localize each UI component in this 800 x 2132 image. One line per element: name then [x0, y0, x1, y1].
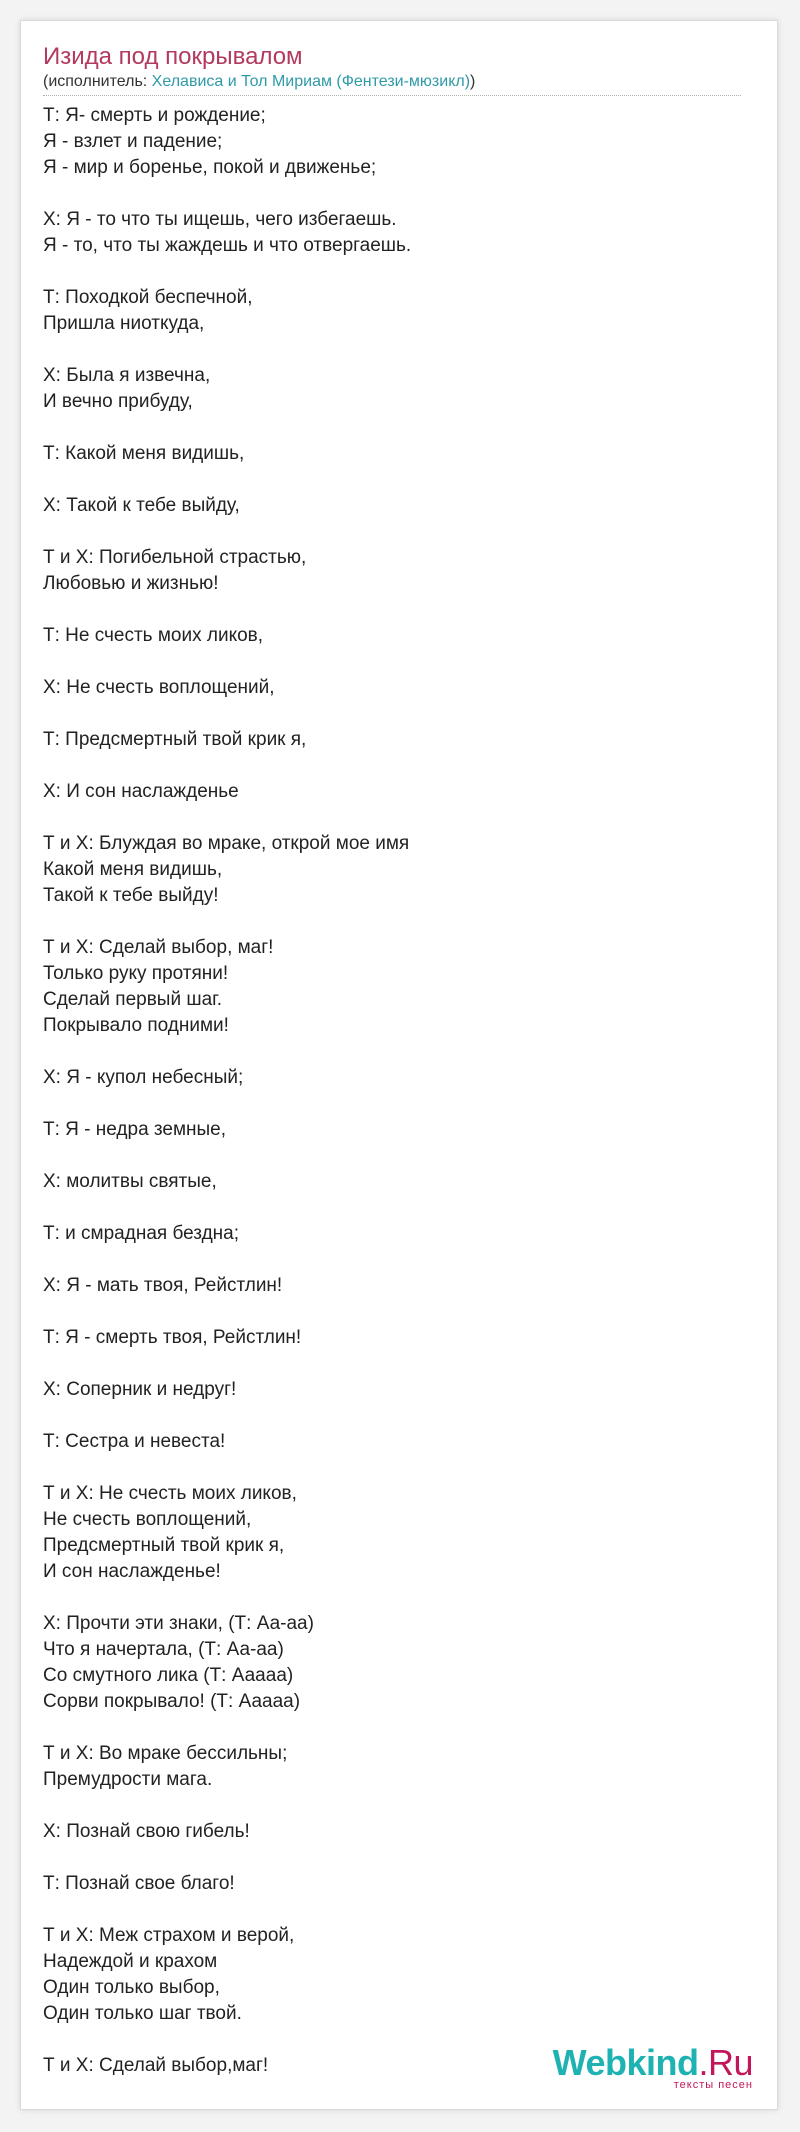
lyrics-line: Любовью и жизнью!: [43, 573, 219, 594]
lyrics-stanza: [43, 207, 743, 259]
lyrics-line: Х: Прочти эти знаки, (Т: Аа-аа): [43, 1613, 314, 1634]
logo-tld: .Ru: [698, 2042, 753, 2083]
lyrics-line: Т: Я - смерть твоя, Рейстлин!: [43, 1327, 302, 1348]
lyrics-line: Т: Я - недра земные,: [43, 1119, 227, 1140]
lyrics-stanza: [43, 675, 743, 701]
artist-link[interactable]: Хелависа и Тол Мириам (Фентези-мюзикл): [151, 73, 471, 90]
lyrics-stanza: [43, 1325, 743, 1351]
lyrics-stanza: [43, 545, 743, 597]
lyrics-line: Т и Х: Меж страхом и верой,: [43, 1925, 295, 1946]
lyrics-stanza: [43, 1273, 743, 1299]
lyrics-stanza: [43, 1611, 743, 1715]
lyrics-stanza: [43, 1377, 743, 1403]
lyrics-line: Какой меня видишь,: [43, 859, 223, 880]
lyrics-line: Х: Соперник и недруг!: [43, 1379, 237, 1400]
lyrics-line: Покрывало подними!: [43, 1015, 229, 1036]
lyrics-line: Я - мир и боренье, покой и движенье;: [43, 157, 377, 178]
lyrics-line: Т: и смрадная бездна;: [43, 1223, 240, 1244]
lyrics-line: Т и Х: Блуждая во мраке, открой мое имя: [43, 833, 410, 854]
lyrics-line: Т: Не счесть моих ликов,: [43, 625, 264, 646]
lyrics-line: Премудрости мага.: [43, 1769, 213, 1790]
lyrics-line: Х: И сон наслажденье: [43, 781, 239, 802]
lyrics-line: Пришла ниоткуда,: [43, 313, 205, 334]
lyrics-line: Т: Сестра и невеста!: [43, 1431, 226, 1452]
lyrics-line: Т и Х: Не счесть моих ликов,: [43, 1483, 297, 1504]
lyrics-stanza: [43, 103, 743, 181]
lyrics-stanza: [43, 1741, 743, 1793]
lyrics-stanza: [43, 1065, 743, 1091]
lyrics-line: Т и Х: Погибельной страстью,: [43, 547, 307, 568]
lyrics-line: Такой к тебе выйду!: [43, 885, 219, 906]
lyrics-stanza: [43, 1923, 743, 2027]
lyrics-stanza: [43, 1429, 743, 1455]
lyrics-line: Один только выбор,: [43, 1977, 220, 1998]
logo-main-text: Webkind: [552, 2042, 699, 2083]
lyrics-stanza: [43, 1117, 743, 1143]
lyrics-line: Т: Познай свое благо!: [43, 1873, 235, 1894]
lyrics-line: Т и Х: Сделай выбор, маг!: [43, 937, 274, 958]
lyrics-line: Сделай первый шаг.: [43, 989, 223, 1010]
lyrics-line: Со смутного лика (Т: Ааааа): [43, 1665, 294, 1686]
lyrics-line: Надеждой и крахом: [43, 1951, 218, 1972]
artist-suffix: ): [470, 73, 476, 90]
lyrics-line: Не счесть воплощений,: [43, 1509, 252, 1530]
lyrics-stanza: [43, 1221, 743, 1247]
lyrics-stanza: [43, 1481, 743, 1585]
lyrics-stanza: [43, 623, 743, 649]
lyrics-stanza: [43, 363, 743, 415]
lyrics-line: Я - взлет и падение;: [43, 131, 223, 152]
artist-line: [43, 73, 475, 91]
lyrics-body: [43, 103, 743, 2105]
lyrics-line: Сорви покрывало! (Т: Ааааа): [43, 1691, 301, 1712]
lyrics-line: Один только шаг твой.: [43, 2003, 242, 2024]
lyrics-line: Предсмертный твой крик я,: [43, 1535, 285, 1556]
lyrics-stanza: [43, 831, 743, 909]
page-title: Изида под покрывалом: [43, 43, 303, 70]
lyrics-line: Т и Х: Во мраке бессильны;: [43, 1743, 288, 1764]
lyrics-line: Х: Я - купол небесный;: [43, 1067, 244, 1088]
lyrics-line: Что я начертала, (Т: Аа-аа): [43, 1639, 284, 1660]
lyrics-line: Х: Я - то что ты ищешь, чего избегаешь.: [43, 209, 397, 230]
lyrics-line: Х: Была я извечна,: [43, 365, 211, 386]
site-logo[interactable]: [552, 2042, 753, 2091]
lyrics-stanza: [43, 1169, 743, 1195]
lyrics-line: Х: молитвы святые,: [43, 1171, 217, 1192]
title-divider: [43, 95, 741, 96]
lyrics-stanza: [43, 493, 743, 519]
lyrics-line: Т: Предсмертный твой крик я,: [43, 729, 307, 750]
lyrics-line: Х: Не счесть воплощений,: [43, 677, 275, 698]
lyrics-line: Х: Познай свою гибель!: [43, 1821, 250, 1842]
logo-wordmark: [552, 2042, 753, 2083]
lyrics-stanza: [43, 1871, 743, 1897]
lyrics-stanza: [43, 1819, 743, 1845]
lyrics-stanza: [43, 935, 743, 1039]
lyrics-line: Х: Я - мать твоя, Рейстлин!: [43, 1275, 283, 1296]
lyrics-line: Т: Походкой беспечной,: [43, 287, 253, 308]
lyrics-line: Только руку протяни!: [43, 963, 229, 984]
lyrics-stanza: [43, 727, 743, 753]
lyrics-line: И сон наслажденье!: [43, 1561, 221, 1582]
lyrics-stanza: [43, 441, 743, 467]
logo-tagline: тексты песен: [673, 2079, 753, 2091]
lyrics-line: Т: Я- смерть и рождение;: [43, 105, 266, 126]
lyrics-line: И вечно прибуду,: [43, 391, 193, 412]
lyrics-line: Т и Х: Сделай выбор,маг!: [43, 2055, 269, 2076]
lyrics-stanza: [43, 285, 743, 337]
lyrics-line: Т: Какой меня видишь,: [43, 443, 245, 464]
lyrics-card: [20, 20, 778, 2110]
lyrics-stanza: [43, 779, 743, 805]
lyrics-line: Х: Такой к тебе выйду,: [43, 495, 240, 516]
artist-prefix: (исполнитель:: [43, 73, 152, 90]
lyrics-line: Я - то, что ты жаждешь и что отвергаешь.: [43, 235, 412, 256]
